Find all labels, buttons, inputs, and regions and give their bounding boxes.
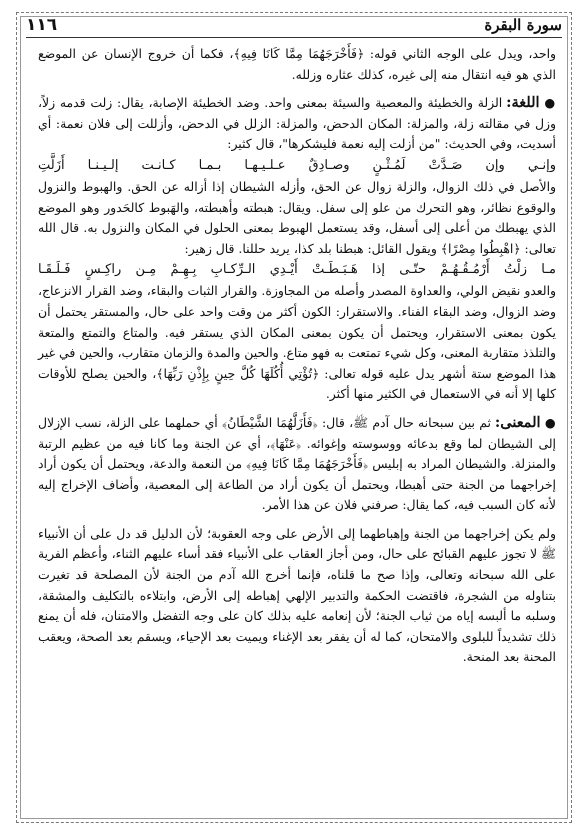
paragraph-continuation: واحد، ويدل على الوجه الثاني قوله: ﴿فَأَخْرَجَهُمَا مِمَّا كَانَا فِيهِ﴾، فكما أن خروج الإنسان عن الموضع الذي هو فيه انتقال منه إلى غيره، كذلك عثاره وزلله. — [38, 46, 556, 82]
page-header — [26, 14, 562, 36]
header-divider — [26, 37, 562, 38]
page-body — [38, 44, 556, 824]
bullet-icon: ● — [544, 414, 556, 430]
poetry-verse-kuthayyir: وإنـي وإن صَـدَّتْ لَمُـثْـنٍ وصـادِقٌ عـلـيـهـا بـمـا كـانـت إلـيـنـا أَزَلَّتِ — [38, 157, 556, 173]
poetry-verse-zuhayr: مـا زلْتُ أَرْمُـقُـهُـمْ حتّـى إذا هَـبَـطَـتْ أَيْـدِي الـرِّكـابِ بِـهِـمْ مِـن راكِـسٍ فَـلَـقَـا — [38, 262, 556, 278]
section-mana — [38, 413, 556, 516]
paragraph-explanation: ولم يكن إخراجهما من الجنة وإهباطهما إلى الأرض على وجه العقوبة؛ لأن الدليل قد دل على أن الأنبياء ﷺ لا تجوز عليهم القبائح على حال، ومن أجاز العقاب على الأنبياء فقد أساء عليهم الثناء، وأعظم الفرية على الله سبحانه وتعالى، وإذا صح ما قلناه، فإنما أخرج الله آدم من الجنة لأن المصلحة قد تغيرت بتناوله من الشجرة، فاقتضت الحكمة والتدبير الإلهي إهباطه إلى الأرض، وابتلاءه بالتكليف والمشقة، وسلبه ما ألبسه إياه من ثياب الجنة؛ لأن إنعامه عليه بذلك كان على وجه التفضل والامتنان، فله أن يمنع ذلك تشديداً للبلوى والامتحان، كما له أن يفقر بعد الإغناء ويميت بعد الإحياء، ويسقم بعد الصحة، ويعقب المحنة بعد المنحة. — [38, 525, 556, 665]
section-text-lugha: الزلة والخطيئة والمعصية والسيئة بمعنى واحد. وضد الخطيئة الإصابة، يقال: زلت قدمه زلاً، وزل في مقالته زلة، والمزلة: المكان الدحض، والمزلة: الزلل في الدحض، وأزللت إلى فلان نعمة: أي أسديت، وفي الحديث: "من أزلت إليه نعمة فليشكرها"، قال كثير: — [38, 95, 556, 152]
page-number: ١١٦ — [26, 15, 58, 35]
paragraph-aduw: والعدو نقيض الولي، والعداوة المصدر وأصله من المجاوزة. والقرار الثبات والبقاء، وضد القرار الانزعاج، وضد الزوال، وضد البقاء الفناء. والاستقرار: الكون أكثر من وقت واحد على حال، والمستقر يحتمل أن يكون بمعنى الاستقرار، ويحتمل أن يكون بمعنى المكان الذي يستقر فيه. والمتاع والتمتع والمتعة والتلذذ متقاربة المعنى، وكل شيء تمتعت به فهو متاع. والحين والمدة والزمان متقارب، والحين في غير هذا الموضع ستة أشهر يدل عليه قوله تعالى: ﴿تُؤْتِي أُكُلَهَا كُلَّ حِينٍ بِإِذْنِ رَبِّهَا﴾، والحين يصلح للأوقات كلها إلا أنه في الاستعمال في الكثير منها أكثر. — [38, 283, 556, 402]
surah-title: سورة البقرة — [484, 16, 562, 34]
paragraph-hubut: والأصل في ذلك الزوال، والزلة زوال عن الحق، وأزله الشيطان إذا أزاله عن الحق. والهبوط والنزول والوقوع نظائر، وهو التحرك من علو إلى سفل. ويقال: هبطته وأهبطته، والهَبوط كالحَدور وهو الموضع الذي يهبطك من أعلى إلى أسفل، وقد يستعمل الهبوط بمعنى الحلول في المكان والنزول به. قال الله تعالى: ﴿اهْبِطُوا مِصْرًا﴾ ويقول القائل: هبطنا بلد كذا، يريد حللنا. قال زهير: — [38, 178, 556, 256]
bullet-icon: ● — [544, 95, 556, 111]
section-lugha — [38, 93, 556, 155]
section-heading-mana: المعنى: — [494, 413, 541, 431]
section-text-mana: ثم بين سبحانه حال آدم ﷺ، قال: ﴿فَأَزَلَّهُمَا الشَّيْطَانُ﴾ أي حملهما على الزلة، نسب الإزلال إلى الشيطان لما وقع بدعائه ووسوسته وإغوائه. ﴿عَنْهَا﴾، أي عن الجنة وما كانا فيه من عظيم الرتبة والمنزلة. والشيطان المراد به إبليس ﴿فَأَخْرَجَهُمَا مِمَّا كَانَا فِيهِ﴾ من النعمة والدعة، ويحتمل أن يكون أراد إخراجهما من الجنة حتى أهبطا، ويحتمل أن يكون أراد من الطاعة إلى المعصية، وأضاف الإخراج إليه لأنه كان السبب فيه، كما يقال: صرفني فلان عن هذا الأمر. — [38, 414, 556, 513]
section-heading-lugha: اللغة: — [506, 94, 540, 112]
